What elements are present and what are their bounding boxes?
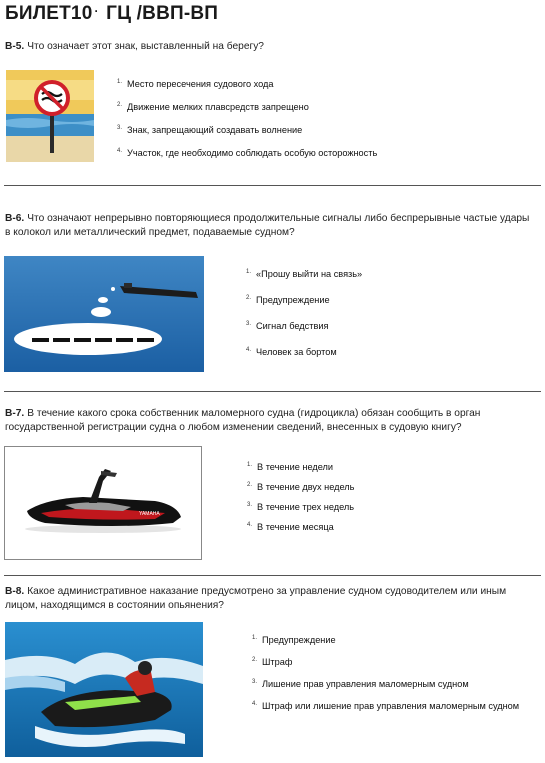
divider [4, 185, 541, 186]
divider [4, 391, 541, 392]
answer-option-2[interactable]: $^{2.}$ В течение двух недель [247, 482, 355, 492]
answer-option-3[interactable]: $^{3.}$ В течение трех недель [247, 502, 355, 512]
question-text: В-6. Что означают непрерывно повторяющиеся продолжительные сигналы либо беспрерывные частые удары в колокол или металлический предмет, подаваемые судном? [5, 213, 530, 238]
answer-option-4[interactable]: $^{4.}$ Человек за бортом [246, 347, 337, 357]
jetski-image [4, 446, 202, 560]
jetski-brand-label: YAMAHA [139, 511, 160, 517]
ticket-subtitle: ГЦ /ВВП-ВП [106, 3, 219, 24]
answer-option-3[interactable]: $^{3.}$ Сигнал бедствия [246, 321, 329, 331]
answer-option-3[interactable]: $^{3.}$ Лишение прав управления маломерным судном [252, 679, 469, 689]
question-text: В-5. Что означает этот знак, выставленный на берегу? [5, 41, 264, 52]
answer-option-2[interactable]: $^{2.}$ Предупреждение [246, 295, 330, 305]
answer-list [247, 459, 354, 531]
divider [4, 575, 541, 576]
question-text: В-8. Какое административное наказание предусмотрено за управление судном судоводителем или иным лицом, находящимся в состоянии опьянения? [5, 586, 507, 611]
answer-option-1[interactable]: $^{1.}$ Место пересечения судового хода [117, 79, 274, 89]
answer-option-4[interactable]: $^{4.}$ В течение месяца [247, 522, 334, 532]
ticket-title: БИЛЕТ10 · ГЦ /ВВП-ВП [5, 3, 219, 24]
answer-list [252, 632, 519, 710]
question-number: В-8. [5, 586, 25, 597]
ticket-number: БИЛЕТ10 [5, 3, 93, 24]
sign-image [6, 70, 94, 162]
answer-option-1[interactable]: $^{1.}$ Предупреждение [252, 635, 336, 645]
answer-option-1[interactable]: $^{1.}$ «Прошу выйти на связь» [246, 269, 363, 279]
answer-option-1[interactable]: $^{1.}$ В течение недели [247, 462, 334, 472]
answer-list [117, 76, 377, 157]
answer-option-3[interactable]: $^{3.}$ Знак, запрещающий создавать волнение [117, 125, 303, 135]
jetski-action-image [5, 622, 203, 757]
question-number: В-6. [5, 213, 25, 224]
signals-image [4, 256, 204, 372]
question-number: В-7. [5, 408, 25, 419]
question-number: В-5. [5, 41, 25, 52]
question-text: В-7. В течение какого срока собственник маломерного судна (гидроцикла) обязан сообщить в орган государственной регистрации судна о любом изменении сведений, внесенных в судовую книгу? [5, 408, 481, 433]
answer-option-4[interactable]: $^{4.}$ Участок, где необходимо соблюдать особую осторожность [117, 148, 378, 158]
answer-option-2[interactable]: $^{2.}$ Штраф [252, 657, 293, 667]
answer-option-2[interactable]: $^{2.}$ Движение мелких плавсредств запрещено [117, 102, 309, 112]
answer-list [246, 266, 362, 356]
answer-option-4[interactable]: $^{4.}$ Штраф или лишение прав управления маломерным судном [252, 701, 520, 711]
